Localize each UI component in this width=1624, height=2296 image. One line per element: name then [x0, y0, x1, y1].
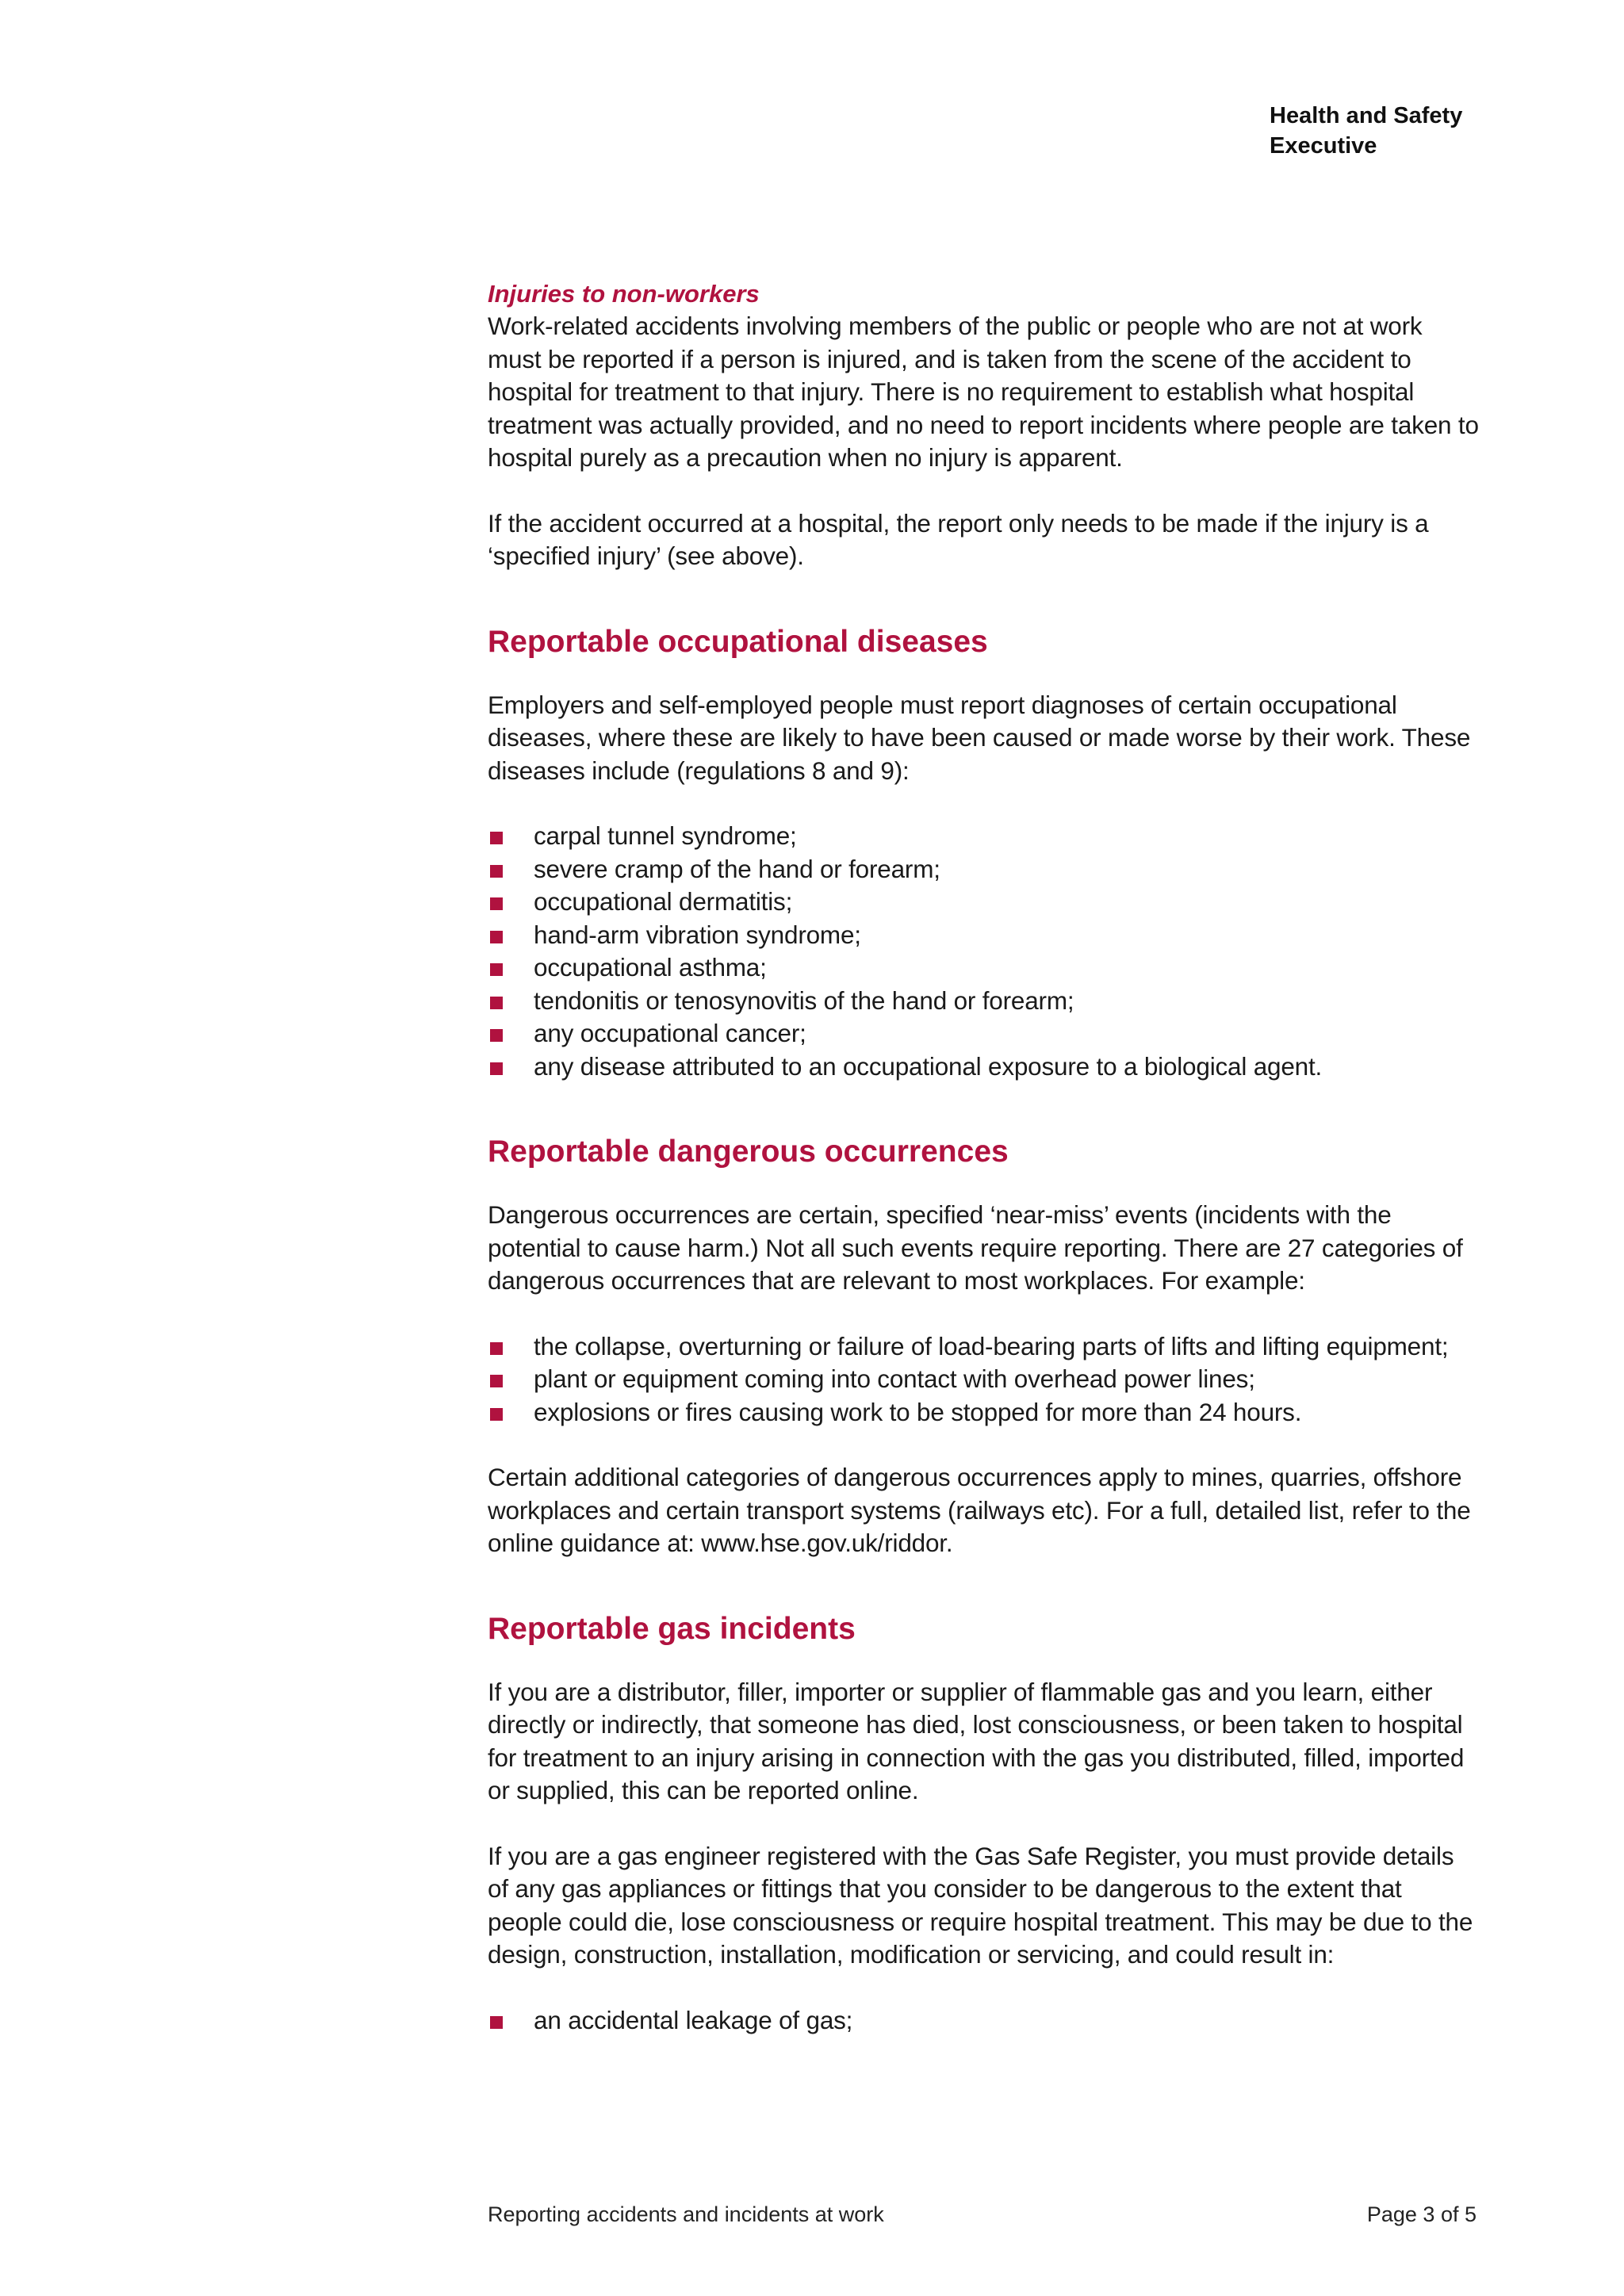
list-item: an accidental leakage of gas;	[488, 2004, 1479, 2038]
square-bullet-icon	[490, 865, 503, 878]
square-bullet-icon	[490, 997, 503, 1009]
organisation-name	[1270, 101, 1462, 161]
paragraph-gas-2: If you are a gas engineer registered with the Gas Safe Register, you must provide details of any gas appliances or fittings that you consider to be dangerous to the extent that people could die, lose consciousness or require hospital treatment. This may be due to the design, construction, installation, modification or servicing, and could result in:	[488, 1841, 1473, 1969]
heading-occupational-diseases: Reportable occupational diseases	[488, 624, 988, 659]
section-occupational-diseases	[488, 623, 1479, 1084]
square-bullet-icon	[490, 1408, 503, 1421]
section-dangerous-occurrences	[488, 1133, 1479, 1560]
list-item: occupational dermatitis;	[488, 886, 1479, 919]
paragraph-diseases-intro: Employers and self-employed people must report diagnoses of certain occupational diseases, where these are likely to have been caused or made worse by their work. These diseases include (regulations 8 and 9):	[488, 690, 1471, 785]
section-gas-incidents	[488, 1610, 1479, 2038]
organisation-name-line1: Health and Safety	[1270, 103, 1463, 128]
list-item: any occupational cancer;	[488, 1017, 1479, 1050]
list-item: plant or equipment coming into contact with overhead power lines;	[488, 1363, 1479, 1396]
paragraph-dangerous-outro: Certain additional categories of dangerous occurrences apply to mines, quarries, offshore workplaces and certain transport systems (railways etc). For a full, detailed list, refer to the online guidance at: www.hse.gov.uk/riddor.	[488, 1463, 1471, 1557]
square-bullet-icon	[490, 1375, 503, 1387]
list-item: tendonitis or tenosynovitis of the hand or forearm;	[488, 985, 1479, 1018]
square-bullet-icon	[490, 963, 503, 976]
list-occupational-diseases	[488, 820, 1479, 1083]
organisation-name-line2: Executive	[1270, 133, 1377, 159]
square-bullet-icon	[490, 832, 503, 844]
footer-document-title: Reporting accidents and incidents at work	[488, 2202, 884, 2226]
list-item: severe cramp of the hand or forearm;	[488, 853, 1479, 886]
heading-dangerous-occurrences: Reportable dangerous occurrences	[488, 1135, 1009, 1169]
paragraph-dangerous-intro: Dangerous occurrences are certain, specified ‘near-miss’ events (incidents with the potential to cause harm.) Not all such events require reporting. There are 27 categories of dangerous occurrences that are relevant to most workplaces. For example:	[488, 1200, 1463, 1295]
paragraph-gas-1: If you are a distributor, filler, importer or supplier of flammable gas and you learn, either directly or indirectly, that someone has died, lost consciousness, or been taken to hospital for treatment to an injury arising in connection with the gas you distributed, filled, imported or supplied, this can be reported online.	[488, 1677, 1465, 1804]
list-item: explosions or fires causing work to be stopped for more than 24 hours.	[488, 1396, 1479, 1429]
heading-gas-incidents: Reportable gas incidents	[488, 1611, 856, 1646]
sub-heading-injuries-non-workers: Injuries to non-workers	[488, 280, 760, 308]
footer-page-number: Page 3 of 5	[1366, 2202, 1477, 2226]
list-gas-results	[488, 2004, 1479, 2038]
list-dangerous-occurrences	[488, 1330, 1479, 1429]
paragraph-non-workers-1: Work-related accidents involving members of the public or people who are not at work must be reported if a person is injured, and is taken from the scene of the accident to hospital for treatment to that injury. There is no requirement to establish what hospital treatment was actually provided, and no need to report incidents where people are taken to hospital purely as a precaution when no injury is apparent.	[488, 312, 1479, 472]
paragraph-non-workers-2: If the accident occurred at a hospital, the report only needs to be made if the injury is a ‘specified injury’ (see above).	[488, 508, 1429, 570]
section-injuries-non-workers	[488, 277, 1479, 573]
list-item: the collapse, overturning or failure of load-bearing parts of lifts and lifting equipment;	[488, 1330, 1479, 1364]
list-item: carpal tunnel syndrome;	[488, 820, 1479, 853]
square-bullet-icon	[490, 2016, 503, 2029]
list-item: hand-arm vibration syndrome;	[488, 919, 1479, 952]
square-bullet-icon	[490, 931, 503, 943]
square-bullet-icon	[490, 1062, 503, 1075]
square-bullet-icon	[490, 1029, 503, 1042]
square-bullet-icon	[490, 1342, 503, 1355]
square-bullet-icon	[490, 897, 503, 910]
list-item: occupational asthma;	[488, 951, 1479, 985]
document-body	[488, 277, 1479, 2037]
list-item: any disease attributed to an occupational exposure to a biological agent.	[488, 1050, 1479, 1084]
